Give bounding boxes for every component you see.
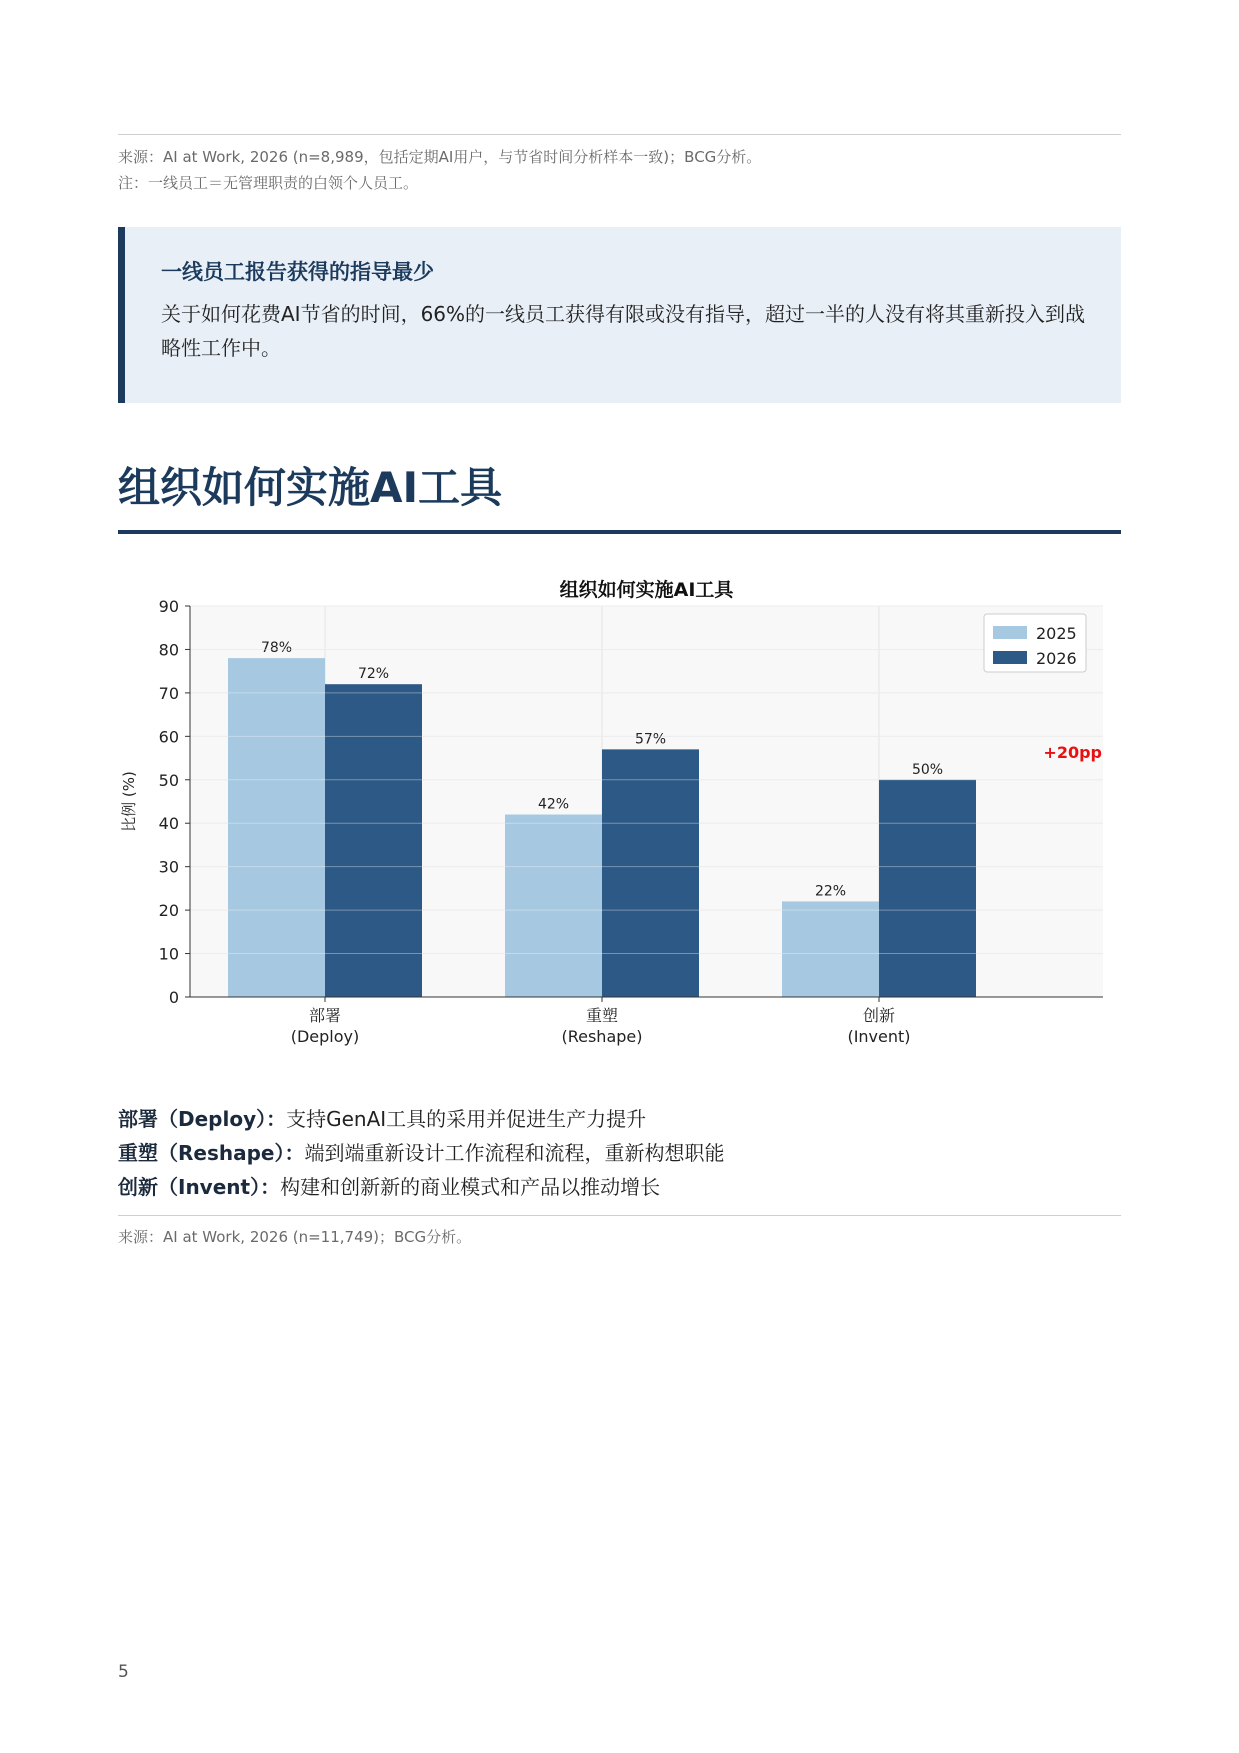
y-tick-label: 50 — [158, 770, 179, 790]
definition-item — [118, 1170, 724, 1204]
bar-value-label: 57% — [634, 731, 667, 748]
x-tick-label: 重塑 — [585, 1006, 619, 1025]
delta-annotation: +20pp — [1043, 742, 1102, 762]
definition-desc: 端到端重新设计工作流程和流程，重新构想职能 — [304, 1141, 725, 1165]
x-tick-sublabel: (Invent) — [847, 1027, 911, 1046]
definitions-list — [118, 1102, 724, 1204]
bar-value-label: 72% — [357, 666, 390, 683]
bar — [879, 780, 976, 997]
note-line: 注：一线员工＝无管理职责的白领个人员工。 — [118, 174, 419, 192]
definition-term: 重塑（Reshape）： — [118, 1141, 305, 1165]
bar-value-label: 42% — [537, 796, 570, 813]
x-tick-sublabel: (Deploy) — [290, 1027, 360, 1046]
definition-desc: 构建和创新新的商业模式和产品以推动增长 — [280, 1175, 661, 1199]
page-number: 5 — [118, 1662, 129, 1682]
callout-box — [118, 227, 1121, 403]
y-tick-label: 80 — [158, 640, 179, 660]
x-tick-sublabel: (Reshape) — [561, 1027, 643, 1046]
section-title: 组织如何实施AI工具 — [118, 463, 503, 512]
chart-title: 组织如何实施AI工具 — [559, 579, 734, 601]
y-tick-label: 40 — [158, 814, 179, 834]
x-tick-label: 部署 — [308, 1006, 342, 1025]
legend-swatch — [993, 651, 1027, 664]
bar — [505, 815, 602, 997]
definition-term: 部署（Deploy）： — [118, 1107, 287, 1131]
source-note-bottom: 来源：AI at Work, 2026 (n=11,749)；BCG分析。 — [118, 1228, 472, 1246]
x-tick-label: 创新 — [862, 1006, 896, 1025]
definition-desc: 支持GenAI工具的采用并促进生产力提升 — [286, 1107, 647, 1131]
bar — [602, 749, 699, 997]
definition-term: 创新（Invent）： — [118, 1175, 281, 1199]
legend-swatch — [993, 626, 1027, 639]
bar — [782, 901, 879, 997]
bar-value-label: 22% — [814, 883, 847, 900]
bar-chart — [118, 560, 1121, 1060]
section-divider — [118, 530, 1121, 534]
y-tick-label: 20 — [158, 901, 179, 921]
y-axis-label: 比例 (%) — [120, 771, 138, 832]
legend-label: 2026 — [1036, 649, 1077, 668]
legend-label: 2025 — [1036, 624, 1077, 643]
callout-title: 一线员工报告获得的指导最少 — [161, 260, 434, 284]
bar-value-label: 50% — [911, 761, 944, 778]
y-tick-label: 90 — [158, 597, 179, 616]
callout-body: 关于如何花费AI节省的时间，66%的一线员工获得有限或没有指导，超过一半的人没有将其重新投入到战略性工作中。 — [161, 302, 1086, 360]
y-tick-label: 0 — [168, 988, 179, 1007]
bar-value-label: 78% — [260, 640, 293, 657]
source-note — [118, 144, 761, 196]
y-tick-label: 60 — [158, 727, 179, 747]
bar — [325, 684, 422, 997]
source-line: 来源：AI at Work, 2026 (n=8,989，包括定期AI用户，与节省时间分析样本一致)；BCG分析。 — [118, 148, 762, 166]
definition-item — [118, 1102, 724, 1136]
top-divider — [118, 134, 1121, 135]
bar — [228, 658, 325, 997]
bottom-divider — [118, 1215, 1121, 1216]
y-tick-label: 30 — [158, 857, 179, 877]
y-tick-label: 10 — [158, 944, 179, 964]
y-tick-label: 70 — [158, 683, 179, 703]
definition-item — [118, 1136, 724, 1170]
